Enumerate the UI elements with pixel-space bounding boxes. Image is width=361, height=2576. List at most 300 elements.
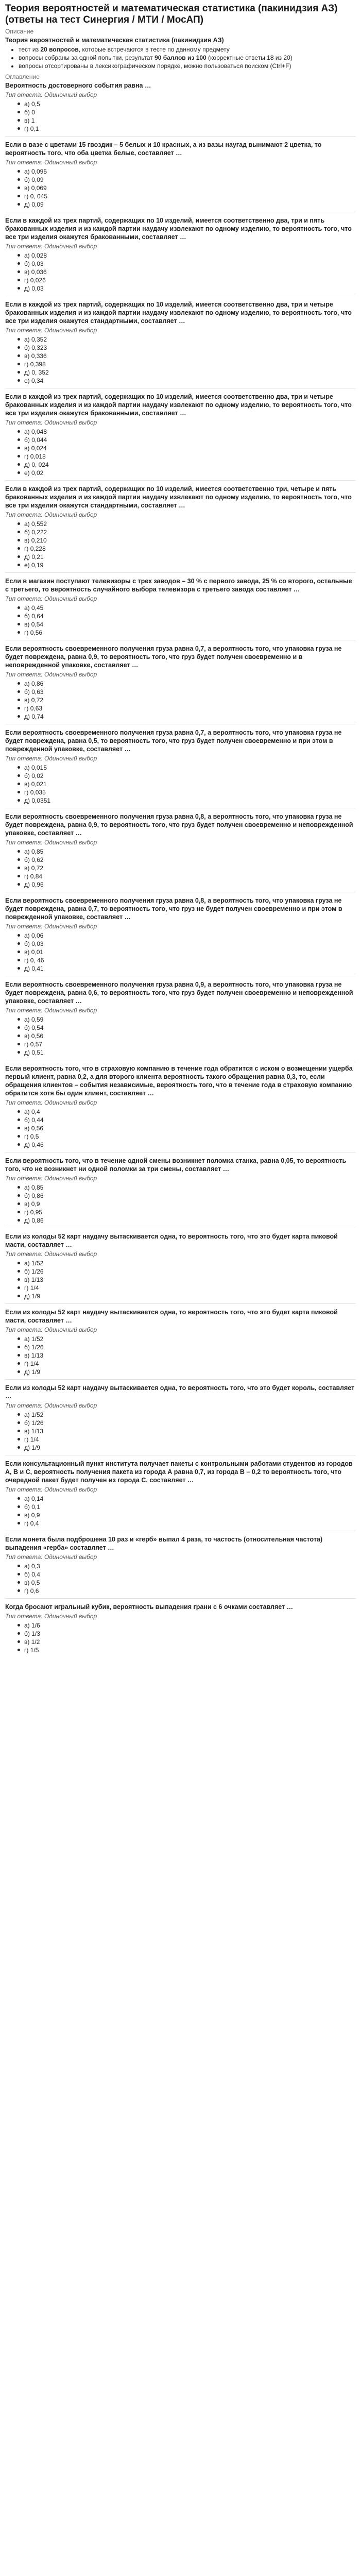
bullet-dot-icon	[18, 1589, 20, 1592]
answer-option	[18, 1562, 356, 1570]
answer-option-label: г) 0,398	[24, 361, 46, 368]
answer-option-label: в) 0,9	[24, 1200, 40, 1208]
answer-option-label: в) 0,01	[24, 948, 44, 956]
bullet-dot-icon	[18, 951, 20, 953]
answer-option-label: а) 0,095	[24, 168, 47, 175]
answer-option-label: д) 0,21	[24, 553, 44, 561]
answer-option	[18, 696, 356, 704]
answer-option	[18, 1368, 356, 1376]
answer-options	[5, 1411, 356, 1452]
bullet-dot-icon	[18, 447, 20, 449]
answer-option	[18, 1630, 356, 1638]
bullet-dot-icon	[18, 690, 20, 693]
answer-option-label: д) 0,46	[24, 1141, 44, 1148]
answer-option-label: б) 0,323	[24, 344, 47, 351]
answer-option	[18, 1183, 356, 1192]
answer-option-label: д) 0,09	[24, 201, 44, 208]
bullet-dot-icon	[18, 1573, 20, 1575]
answer-options	[5, 1335, 356, 1376]
bullet-dot-icon	[18, 1035, 20, 1037]
answer-option-label: а) 1/52	[24, 1260, 44, 1267]
answer-option-label: б) 0,54	[24, 1024, 44, 1031]
bullet-dot-icon	[18, 707, 20, 709]
answer-options	[5, 1015, 356, 1057]
answer-type-label: Тип ответа: Одиночный выбор	[5, 755, 97, 762]
question-text: Если из колоды 52 карт наудачу вытаскивается одна, то вероятность того, что это будет карта пиковой масти, составляет …	[5, 1309, 338, 1324]
bullet-dot-icon	[18, 1649, 20, 1651]
answer-options	[5, 764, 356, 805]
answer-type-label: Тип ответа: Одиночный выбор	[5, 1099, 97, 1106]
answer-option	[18, 200, 356, 209]
bullet-dot-icon	[18, 363, 20, 365]
answer-option	[18, 1411, 356, 1419]
answer-options	[5, 428, 356, 477]
answer-option-label: г) 1/4	[24, 1284, 39, 1292]
bullet-text: вопросы отсортированы в лексикографическом порядке, можно пользоваться поиском (Ctrl+F)	[19, 62, 291, 70]
bullet-text: вопросы собраны за одной попытки, результат	[19, 54, 155, 61]
answer-option	[18, 452, 356, 461]
answer-option-label: в) 0,5	[24, 1579, 40, 1586]
bullet-dot-icon	[18, 883, 20, 886]
answer-option-label: б) 0,03	[24, 940, 44, 947]
bullet-text: (корректные ответы 18 из 20)	[206, 54, 293, 61]
answer-option-label: д) 0,74	[24, 713, 44, 720]
bullet-dot-icon	[18, 346, 20, 349]
question-text: Если в каждой из трех партий, содержащих по 10 изделий, имеется соответственно два, три и пять бракованных изделия и из каждой партии наудачу извлекают по одному изделию, то вероятность того, что все три изделия окажутся бракованными, составляет …	[5, 217, 352, 241]
bullet-dot-icon	[18, 615, 20, 617]
answer-option-label: д) 1/9	[24, 1368, 41, 1376]
answer-option-label: д) 1/9	[24, 1444, 41, 1451]
question-text: Если вероятность своевременного получения груза равна 0,7, а вероятность того, что упаковка груза не будет повреждена, равна 0,9, то вероятность того, что груз будет получен своевременно и в неповрежденной упаковке, составляет …	[5, 645, 342, 669]
bullet-dot-icon	[18, 774, 20, 777]
bullet-dot-icon	[18, 791, 20, 793]
answer-option	[18, 688, 356, 696]
answer-options	[5, 251, 356, 293]
answer-option-label: д) 0,86	[24, 1217, 44, 1224]
bullet-dot-icon	[18, 1278, 20, 1281]
description-bullet	[19, 62, 356, 70]
bullet-dot-icon	[18, 178, 20, 181]
answer-option	[18, 1200, 356, 1208]
question-block	[5, 1064, 356, 1153]
question-block	[5, 141, 356, 212]
answer-option	[18, 1621, 356, 1630]
answer-option	[18, 940, 356, 948]
question-text: Если в каждой из трех партий, содержащих по 10 изделий, имеется соответственно два, три и четыре бракованных изделия и из каждой партии наудачу извлекают по одному изделию, то вероятность того, что все три изделия окажутся бракованными, составляет …	[5, 393, 352, 417]
answer-option-label: д) 0, 352	[24, 369, 49, 376]
answer-type-label: Тип ответа: Одиночный выбор	[5, 923, 97, 930]
answer-option	[18, 377, 356, 385]
answer-option-label: д) 1/9	[24, 1293, 41, 1300]
answer-option	[18, 1284, 356, 1292]
bullet-dot-icon	[18, 254, 20, 257]
answer-options	[5, 604, 356, 637]
bullet-dot-icon	[18, 270, 20, 273]
answer-option	[18, 1646, 356, 1654]
answer-option-label: б) 1/3	[24, 1630, 40, 1637]
answer-option-label: в) 0,024	[24, 445, 47, 452]
answer-option-label: б) 0,222	[24, 529, 47, 536]
answer-option-label: б) 0,64	[24, 613, 44, 620]
answer-type-label: Тип ответа: Одиночный выбор	[5, 1175, 97, 1182]
answer-type-label: Тип ответа: Одиночный выбор	[5, 1007, 97, 1014]
answer-option-label: г) 0,4	[24, 1520, 39, 1527]
answer-option-label: д) 0,03	[24, 285, 44, 292]
answer-option-label: а) 0,4	[24, 1108, 40, 1115]
question-block	[5, 577, 356, 640]
bullet-dot-icon	[18, 463, 20, 466]
answer-option	[18, 344, 356, 352]
answer-options	[5, 335, 356, 385]
question-divider	[5, 1598, 356, 1599]
bullet-dot-icon	[18, 531, 20, 533]
answer-option	[18, 1108, 356, 1116]
answer-option-label: г) 0,84	[24, 873, 43, 880]
answer-option	[18, 428, 356, 436]
answer-type-label: Тип ответа: Одиночный выбор	[5, 243, 97, 250]
answer-type-label: Тип ответа: Одиночный выбор	[5, 1250, 97, 1258]
bullet-emphasis: 20 вопросов	[40, 46, 79, 53]
question-text: Когда бросают игральный кубик, вероятность выпадения грани с 6 очками составляет …	[5, 1603, 294, 1611]
bullet-dot-icon	[18, 455, 20, 457]
answer-option	[18, 948, 356, 956]
answer-option	[18, 1570, 356, 1579]
answer-option-label: а) 0,5	[24, 100, 40, 108]
question-block	[5, 485, 356, 573]
question-block	[5, 393, 356, 481]
bullet-dot-icon	[18, 170, 20, 173]
answer-option-label: б) 0,02	[24, 772, 44, 779]
question-block	[5, 1157, 356, 1228]
bullet-dot-icon	[18, 564, 20, 566]
description-bullet	[19, 54, 356, 62]
answer-option-label: д) 0,96	[24, 881, 44, 888]
answer-option-label: г) 0,63	[24, 705, 43, 712]
question-block	[5, 1232, 356, 1304]
answer-option	[18, 1335, 356, 1343]
answer-option-label: д) 0,41	[24, 965, 44, 972]
answer-type-label: Тип ответа: Одиночный выбор	[5, 419, 97, 426]
bullet-dot-icon	[18, 1186, 20, 1189]
answer-option-label: в) 0,069	[24, 184, 47, 192]
bullet-dot-icon	[18, 1514, 20, 1516]
page-title: Теория вероятностей и математическая статистика (пакинидзия АЗ) (ответы на тест Синергия / МТИ / МосАП)	[5, 3, 338, 25]
answer-option	[18, 184, 356, 192]
bullet-dot-icon	[18, 1362, 20, 1365]
question-block	[5, 300, 356, 388]
bullet-dot-icon	[18, 430, 20, 433]
answer-type-label: Тип ответа: Одиночный выбор	[5, 327, 97, 334]
answer-option	[18, 931, 356, 940]
answer-options	[5, 1495, 356, 1528]
question-text: Если вероятность своевременного получения груза равна 0,9, а вероятность того, что упаковка груза не будет повреждена, равна 0,6, то вероятность того, что груз будет получен своевременно и неповрежденной упаковке, составляет …	[5, 981, 353, 1005]
question-text: Если консультационный пункт института получает пакеты с контрольными работами студентов из городов А, В и С, вероятность получения пакета из города А равна 0,7, из города В – 0,2 то вероятность того, что очередной пакет будет получен из города С, составляет …	[5, 1460, 353, 1484]
answer-option-label: а) 1/52	[24, 1335, 44, 1343]
answer-option	[18, 192, 356, 200]
answer-type-label: Тип ответа: Одиночный выбор	[5, 1613, 97, 1620]
answer-option	[18, 368, 356, 377]
answer-option	[18, 1511, 356, 1519]
question-text: Если в каждой из трех партий, содержащих по 10 изделий, имеется соответственно два, три и четыре бракованных изделия и из каждой партии наудачу извлекают по одному изделию, то вероятность того, что все три изделия окажутся стандартными, составляет …	[5, 301, 352, 325]
answer-option	[18, 1419, 356, 1427]
answer-option	[18, 1503, 356, 1511]
question-divider	[5, 136, 356, 137]
bullet-dot-icon	[18, 1624, 20, 1626]
bullet-dot-icon	[18, 766, 20, 769]
question-block	[5, 81, 356, 137]
answer-option-label: а) 0,85	[24, 848, 44, 855]
answer-option-label: б) 1/26	[24, 1419, 44, 1427]
answer-option-label: б) 1/26	[24, 1268, 44, 1275]
bullet-dot-icon	[18, 1262, 20, 1264]
answer-option-label: г) 0,57	[24, 1041, 43, 1048]
answer-type-label: Тип ответа: Одиночный выбор	[5, 91, 97, 98]
answer-option-label: а) 1/52	[24, 1411, 44, 1418]
bullet-emphasis: 90 баллов из 100	[154, 54, 207, 61]
answer-option	[18, 1032, 356, 1040]
bullet-dot-icon	[18, 203, 20, 206]
answer-option	[18, 1015, 356, 1024]
bullet-dot-icon	[18, 1143, 20, 1146]
bullet-dot-icon	[18, 1051, 20, 1054]
bullet-dot-icon	[18, 1295, 20, 1297]
question-block	[5, 1384, 356, 1455]
bullet-dot-icon	[18, 1565, 20, 1567]
bullet-dot-icon	[18, 682, 20, 685]
answer-option	[18, 964, 356, 973]
question-text: Если вероятность своевременного получения груза равна 0,7, а вероятность того, что упаковка груза не будет повреждена, равна 0,5, то вероятность того, что груз будет получен своевременно и при этом в поврежденной упаковке, составляет …	[5, 729, 342, 753]
answer-option	[18, 520, 356, 528]
answer-option	[18, 461, 356, 469]
answer-option-label: а) 0,352	[24, 336, 47, 343]
answer-option-label: в) 0,021	[24, 781, 47, 788]
question-block	[5, 980, 356, 1060]
answer-option-label: б) 0,86	[24, 1192, 44, 1199]
bullet-dot-icon	[18, 438, 20, 441]
answer-option-label: в) 0,56	[24, 1032, 44, 1040]
answer-option	[18, 1360, 356, 1368]
bullet-dot-icon	[18, 119, 20, 122]
answer-option	[18, 1216, 356, 1225]
question-text: Если в магазин поступают телевизоры с трех заводов – 30 % с первого завода, 25 % со второго, остальные с третьего, то вероятность случайного выбора телевизора с третьего завода составляет …	[5, 578, 352, 593]
answer-option	[18, 1259, 356, 1267]
answer-option	[18, 772, 356, 780]
answer-option	[18, 1048, 356, 1057]
answer-option	[18, 880, 356, 889]
bullet-dot-icon	[18, 1640, 20, 1643]
bullet-dot-icon	[18, 1219, 20, 1222]
answer-options	[5, 1183, 356, 1225]
bullet-dot-icon	[18, 1194, 20, 1197]
answer-option	[18, 1579, 356, 1587]
answer-option-label: б) 0,63	[24, 688, 44, 696]
answer-option	[18, 125, 356, 133]
question-block	[5, 896, 356, 976]
answer-options	[5, 520, 356, 569]
bullet-dot-icon	[18, 338, 20, 341]
answer-option	[18, 1519, 356, 1528]
answer-option-label: г) 0,56	[24, 629, 43, 636]
question-divider	[5, 1379, 356, 1380]
answer-option	[18, 1276, 356, 1284]
answer-option	[18, 536, 356, 545]
answer-option-label: б) 0	[24, 109, 35, 116]
answer-option	[18, 1444, 356, 1452]
answer-option	[18, 1116, 356, 1124]
answer-option-label: в) 0,72	[24, 697, 44, 704]
answer-option-label: г) 0,018	[24, 453, 46, 460]
answer-option-label: г) 1/4	[24, 1360, 39, 1367]
answer-option-label: г) 0,035	[24, 789, 46, 796]
answer-option	[18, 1024, 356, 1032]
answer-option-label: б) 0,62	[24, 856, 44, 863]
bullet-dot-icon	[18, 371, 20, 374]
bullet-dot-icon	[18, 1370, 20, 1373]
answer-option	[18, 713, 356, 721]
bullet-dot-icon	[18, 555, 20, 558]
description-title: Теория вероятностей и математическая статистика (пакинидзия АЗ)	[5, 37, 224, 44]
bullet-dot-icon	[18, 1632, 20, 1635]
answer-option-label: г) 1/4	[24, 1436, 39, 1443]
bullet-dot-icon	[18, 623, 20, 625]
question-block	[5, 1535, 356, 1599]
question-divider	[5, 1303, 356, 1304]
description-list	[5, 45, 356, 70]
answer-options	[5, 100, 356, 133]
answer-option-label: в) 0,336	[24, 352, 47, 360]
answer-option-label: а) 0,015	[24, 764, 47, 771]
question-block	[5, 728, 356, 808]
answer-options	[5, 931, 356, 973]
bullet-dot-icon	[18, 1438, 20, 1440]
bullet-dot-icon	[18, 1043, 20, 1045]
answer-option-label: д) 0,51	[24, 1049, 44, 1056]
answer-option	[18, 1495, 356, 1503]
answer-option-label: а) 0,06	[24, 932, 44, 939]
answer-option-label: в) 1/13	[24, 1428, 44, 1435]
answer-options	[5, 848, 356, 889]
question-text: Если в вазе с цветами 15 гвоздик – 5 белых и 10 красных, а из вазы наугад вынимают 2 цветка, то вероятность того, что оба цветка белые, составляет …	[5, 141, 322, 157]
bullet-dot-icon	[18, 187, 20, 189]
question-block	[5, 812, 356, 892]
description-bullet	[19, 45, 356, 54]
bullet-dot-icon	[18, 195, 20, 197]
answer-option	[18, 167, 356, 176]
answer-option	[18, 436, 356, 444]
answer-option-label: а) 0,85	[24, 1184, 44, 1191]
question-text: Если вероятность своевременного получения груза равна 0,8, а вероятность того, что упаковка груза не будет повреждена, равна 0,9, то вероятность того, что груз будет получен своевременно и неповрежденной упаковке, составляет …	[5, 813, 353, 837]
answer-option	[18, 872, 356, 880]
bullet-dot-icon	[18, 1270, 20, 1273]
bullet-dot-icon	[18, 1346, 20, 1348]
question-block	[5, 1460, 356, 1531]
answer-option	[18, 764, 356, 772]
answer-option	[18, 629, 356, 637]
answer-option	[18, 1141, 356, 1149]
question-divider	[5, 480, 356, 481]
answer-option-label: а) 0,3	[24, 1563, 40, 1570]
answer-option-label: в) 1/13	[24, 1276, 44, 1283]
answer-option-label: б) 0,044	[24, 436, 47, 444]
answer-option	[18, 612, 356, 620]
answer-option-label: е) 0,34	[24, 377, 44, 384]
bullet-text: , которые встречаются в тесте по данному предмету	[78, 46, 230, 53]
question-block	[5, 216, 356, 296]
answer-option	[18, 704, 356, 713]
answer-option-label: а) 0,86	[24, 680, 44, 687]
bullet-dot-icon	[18, 875, 20, 877]
answer-option-label: г) 0,6	[24, 1587, 39, 1595]
answer-option	[18, 108, 356, 116]
answer-option	[18, 284, 356, 293]
answer-options	[5, 167, 356, 209]
answer-type-label: Тип ответа: Одиночный выбор	[5, 1326, 97, 1333]
answer-option	[18, 848, 356, 856]
answer-option	[18, 1587, 356, 1595]
answer-option-label: а) 0,552	[24, 520, 47, 528]
toc-label: Оглавление	[5, 73, 40, 80]
answer-option	[18, 956, 356, 964]
bullet-dot-icon	[18, 1135, 20, 1138]
bullet-dot-icon	[18, 850, 20, 853]
bullet-dot-icon	[18, 699, 20, 701]
bullet-dot-icon	[18, 1127, 20, 1129]
answer-option-label: б) 0,4	[24, 1571, 40, 1578]
bullet-dot-icon	[18, 799, 20, 802]
question-list	[5, 81, 356, 1654]
bullet-dot-icon	[18, 103, 20, 105]
answer-type-label: Тип ответа: Одиночный выбор	[5, 159, 97, 166]
answer-option	[18, 276, 356, 284]
question-block	[5, 1308, 356, 1380]
answer-option	[18, 1124, 356, 1132]
answer-options	[5, 1108, 356, 1149]
bullet-dot-icon	[18, 934, 20, 937]
question-divider	[5, 1152, 356, 1153]
bullet-dot-icon	[18, 1337, 20, 1340]
question-text: Если вероятность того, что в течение одной смены возникнет поломка станка, равна 0,05, то вероятность того, что не возникнет ни одной поломки за три смены, составляет …	[5, 1157, 347, 1173]
answer-options	[5, 680, 356, 721]
answer-option-label: в) 0,72	[24, 865, 44, 872]
answer-option-label: г) 0,1	[24, 125, 39, 132]
bullet-dot-icon	[18, 547, 20, 550]
bullet-dot-icon	[18, 967, 20, 970]
answer-option	[18, 1132, 356, 1141]
answer-type-label: Тип ответа: Одиночный выбор	[5, 671, 97, 678]
answer-option	[18, 335, 356, 344]
answer-option-label: г) 0, 46	[24, 957, 44, 964]
answer-option	[18, 352, 356, 360]
answer-option-label: д) 0,0351	[24, 797, 51, 804]
answer-option	[18, 1267, 356, 1276]
answer-option	[18, 469, 356, 477]
bullet-dot-icon	[18, 354, 20, 357]
bullet-dot-icon	[18, 606, 20, 609]
bullet-dot-icon	[18, 959, 20, 961]
bullet-dot-icon	[18, 715, 20, 718]
answer-option	[18, 1351, 356, 1360]
answer-option	[18, 251, 356, 260]
bullet-dot-icon	[18, 631, 20, 634]
answer-option-label: г) 0,228	[24, 545, 46, 552]
question-divider	[5, 572, 356, 573]
bullet-dot-icon	[18, 1497, 20, 1500]
bullet-dot-icon	[18, 1430, 20, 1432]
question-block	[5, 645, 356, 724]
answer-option	[18, 1343, 356, 1351]
bullet-text: тест из	[19, 46, 41, 53]
answer-option	[18, 796, 356, 805]
